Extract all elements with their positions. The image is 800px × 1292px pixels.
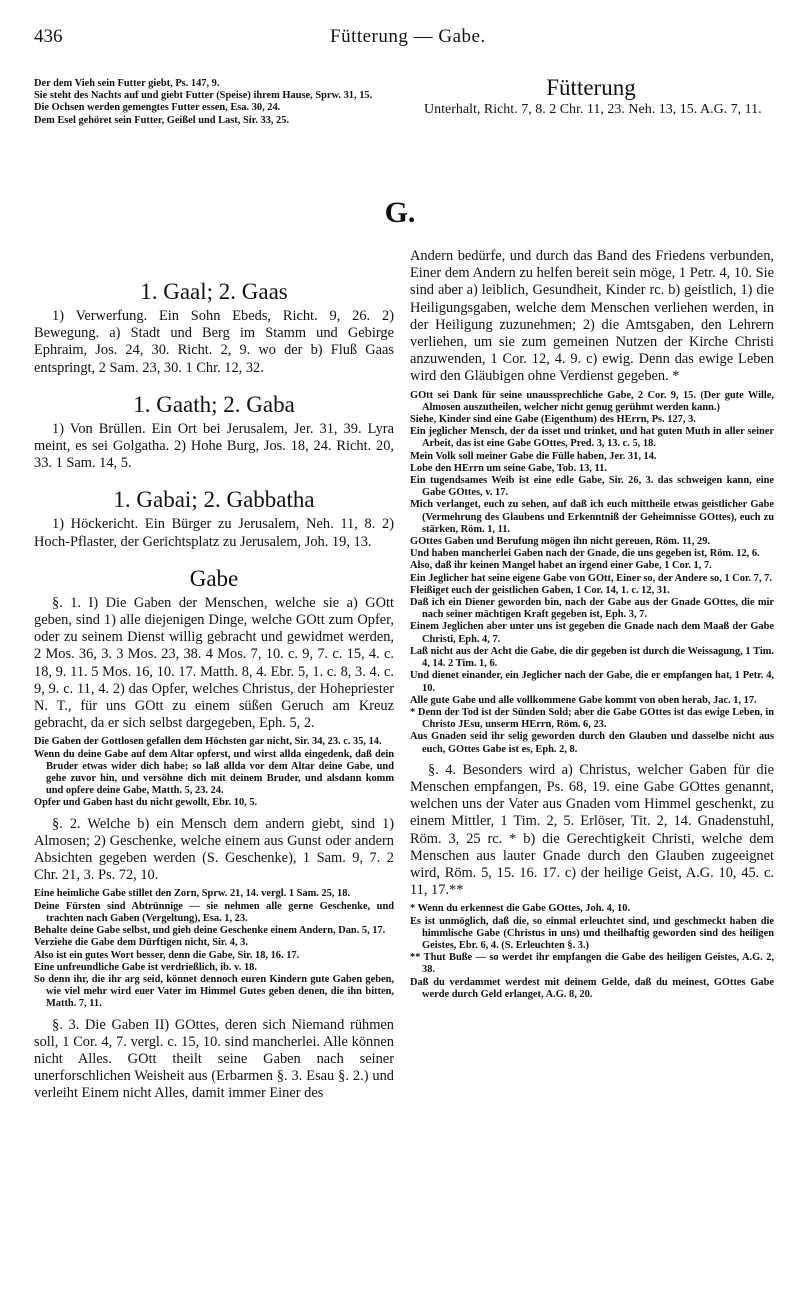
- citation: Daß du verdammet werdest mit deinem Gelde, daß du meinest, GOttes Gabe werde durch Geld erlanget, A.G. 8, 20.: [410, 976, 774, 1000]
- citation: Daß ich ein Diener geworden bin, nach der Gabe aus der Gnade GOttes, die mir nach seiner mächtigen Kraft gegeben ist, Eph. 3, 7.: [410, 597, 774, 621]
- citation: Opfer und Gaben hast du nicht gewollt, Ebr. 10, 5.: [34, 797, 258, 809]
- citation: So denn ihr, die ihr arg seid, könnet dennoch euren Kindern gute Gaben geben, wie viel mehr wird euer Vater im Himmel Gutes geben denen, die ihn bitten, Matth. 7, 11.: [34, 973, 394, 1010]
- page-number: 436: [34, 26, 63, 47]
- section-1-text: §. 1. I) Die Gaben der Menschen, welche sie a) GOtt geben, sind 1) alle diejenigen Dinge, welche GOtt zum Opfer, oder zu seinem Dienst willig gebracht und gewidmet werden, 2 Mos. 36, 3. 3 Mos. 23, 38. 4 Mos. 7, 10. c. 9, 7. c. 15, 4. c. 18, 9. 11. 5 Mos. 16, 10. 17. Matth. 8, 4. Ebr. 5, 1. c. 8, 3. 4. c. 9, 9. c. 11, 4. 2) das Opfer, welches Christus, der Hohepriester N. T., für uns GOtt zu einem süßen Geruch am Kreuz gebracht, da er sich selbst dargegeben, Eph. 5, 2.: [34, 594, 394, 732]
- citation: Verziehe die Gabe dem Dürftigen nicht, Sir. 4, 3.: [34, 937, 248, 949]
- citation: Lobe den HErrn um seine Gabe, Tob. 13, 11.: [410, 462, 607, 474]
- section-3-text: §. 3. Die Gaben II) GOttes, deren sich Niemand rühmen soll, 1 Cor. 4, 7. vergl. c. 15, 10. sind mancherlei. Alle können nicht Alles. GOtt theilt seine Gaben nach seiner unerforschlichen Weisheit aus (Erbarmen §. 3. Esau §. 2.) und verleiht Einem nicht Alles, damit immer Einer des: [34, 1016, 394, 1102]
- entry-text: Unterhalt, Richt. 7, 8. 2 Chr. 11, 23. Neh. 13, 15. A.G. 7, 11.: [424, 102, 762, 117]
- citation: Behalte deine Gabe selbst, und gieb deine Geschenke einem Andern, Dan. 5, 17.: [34, 925, 386, 937]
- citation: Also, daß ihr keinen Mangel habet an irgend einer Gabe, 1 Cor. 1, 7.: [410, 560, 712, 572]
- entry-futterung: [408, 75, 774, 118]
- entry-heading: 1. Gaath; 2. Gaba: [133, 391, 295, 417]
- citation: Die Gaben der Gottlosen gefallen dem Höchsten gar nicht, Sir. 34, 23. c. 35, 14.: [34, 736, 382, 748]
- citation: Und dienet einander, ein Jeglicher nach der Gabe, die er empfangen hat, 1 Petr. 4, 10.: [410, 670, 774, 694]
- entry-text: 1) Verwerfung. Ein Sohn Ebeds, Richt. 9, 26. 2) Bewegung. a) Stadt und Berg im Stamm und Gebirge Ephraim, Jos. 24, 30. Richt. 2, 9. wo der b) Fluß Gaas entspringt, 2 Sam. 23, 30. 1 Chr. 12, 32.: [34, 308, 394, 376]
- citation: * Wenn du erkennest die Gabe GOttes, Joh. 4, 10.: [410, 903, 631, 915]
- citation: GOttes Gaben und Berufung mögen ihn nicht gereuen, Röm. 11, 29.: [410, 536, 711, 548]
- citation: Sie steht des Nachts auf und giebt Futter (Speise) ihrem Hause, Sprw. 31, 15.: [34, 90, 373, 102]
- citation: Es ist unmöglich, daß die, so einmal erleuchtet sind, und geschmeckt haben die himmlische Gabe (Christus in uns) und theilhaftig geworden sind des heiligen Geistes, Ebr. 6, 4. (S. Erleuchten §. 3.): [410, 915, 774, 951]
- citation: Ein Jeglicher hat seine eigene Gabe von GOtt, Einer so, der Andere so, 1 Cor. 7, 7.: [410, 572, 772, 584]
- citation: Die Ochsen werden gemengtes Futter essen, Esa. 30, 24.: [34, 102, 281, 114]
- citation: Siehe, Kinder sind eine Gabe (Eigenthum) des HErrn, Ps. 127, 3.: [410, 414, 696, 426]
- citation: Laß nicht aus der Acht die Gabe, die dir gegeben ist durch die Weissagung, 1 Tim. 4, 14. 2 Tim. 1, 6.: [410, 645, 774, 670]
- citation: Eine heimliche Gabe stillet den Zorn, Sprw. 21, 14. vergl. 1 Sam. 25, 18.: [34, 888, 351, 900]
- entry-text: 1) Höckericht. Ein Bürger zu Jerusalem, Neh. 11, 8. 2) Hoch-Pflaster, der Gerichtsplatz zu Jerusalem, Joh. 19, 13.: [34, 516, 394, 550]
- section-4-text: §. 4. Besonders wird a) Christus, welcher Gaben für die Menschen empfangen, Ps. 68, 19. eine Gabe GOttes genannt, welchen uns der Vater aus Gnaden vom Himmel geschenkt, zu einem Mittler, 1 Tim. 2, 5. Erlöser, Tit. 2, 14. Gnadenstuhl, Röm. 3, 25 rc. * b) die Gerechtigkeit Christi, welche dem Menschen aus lauter Gnade durch den Glauben zugeeignet wird, Röm. 5, 15. 16. 17. c) der heilige Geist, A.G. 10, 45. c. 11, 17.**: [410, 761, 774, 899]
- section-3-continued: Andern bedürfe, und durch das Band des Friedens verbunden, Einer dem Andern zu helfen bereit sein möge, 1 Petr. 4, 10. Sie sind aber a) leiblich, Gesundheit, Kinder rc. b) geistlich, 1) die Heiligungsgaben, welche dem Menschen verliehen werden, in der Heiligung zuzunehmen; 2) die Amtsgaben, den Lehrern verliehen, um sie zum gemeinen Nutzen der Kirche Christi anzuwenden, 1 Cor. 12, 4. 9. c) ewig. Denn das ewige Leben wird den Gläubigen ohne Verdienst gegeben. *: [410, 248, 774, 385]
- top-left-citations: [34, 78, 394, 127]
- citation: Fleißiget euch der geistlichen Gaben, 1 Cor. 14, 1. c. 12, 31.: [410, 584, 670, 596]
- right-column: [410, 248, 774, 1001]
- citation: ** Thut Buße — so werdet ihr empfangen die Gabe des heiligen Geistes, A.G. 2, 38.: [410, 952, 774, 976]
- entry-text: 1) Von Brüllen. Ein Ort bei Jerusalem, Jer. 31, 39. Lyra meint, es sei Golgatha. 2) Hohe Burg, Jos. 18, 24. Richt. 20, 33. 1 Sam. 14, 5.: [34, 420, 394, 472]
- citation: Und haben mancherlei Gaben nach der Gnade, die uns gegeben ist, Röm. 12, 6.: [410, 548, 760, 560]
- citation: Mich verlanget, euch zu sehen, auf daß ich euch mittheile etwas geistlicher Gabe (Vermehrung des Glaubens und Erkenntniß der Geheimnisse GOttes), euch zu stärken, Röm. 1, 11.: [410, 499, 774, 535]
- running-title: Fütterung — Gabe.: [330, 26, 486, 47]
- citation: Dem Esel gehöret sein Futter, Geißel und Last, Sir. 33, 25.: [34, 114, 290, 126]
- citation: Aus Gnaden seid ihr selig geworden durch den Glauben und dasselbe nicht aus euch, GOttes Gabe ist es, Eph. 2, 8.: [410, 731, 774, 755]
- citation: Ein jeglicher Mensch, der da isset und trinket, und hat guten Muth in aller seiner Arbeit, das ist eine Gabe GOttes, Pred. 3, 13. c. 5, 18.: [410, 426, 774, 450]
- citation: Eine unfreundliche Gabe ist verdrießlich, ib. v. 18.: [34, 961, 257, 973]
- entry-heading: Gabe: [189, 565, 239, 591]
- citation: Der dem Vieh sein Futter giebt, Ps. 147, 9.: [34, 78, 220, 89]
- section-letter: G.: [384, 196, 416, 229]
- citation: Ein tugendsames Weib ist eine edle Gabe, Sir. 26, 3. das schweigen kann, eine Gabe GOttes, v. 17.: [410, 475, 774, 499]
- citation: * Denn der Tod ist der Sünden Sold; aber die Gabe GOttes ist das ewige Leben, in Christo JEsu, unserm HErrn, Röm. 6, 23.: [410, 706, 774, 731]
- entry-heading: 1. Gabai; 2. Gabbatha: [113, 487, 315, 513]
- left-column: [34, 252, 394, 1107]
- citation: Alle gute Gabe und alle vollkommene Gabe kommt von oben herab, Jac. 1, 17.: [410, 694, 757, 706]
- entry-heading: Fütterung: [546, 75, 636, 100]
- entry-heading: 1. Gaal; 2. Gaas: [140, 279, 288, 304]
- citation: Deine Fürsten sind Abtrünnige — sie nehmen alle gerne Geschenke, und trachten nach Gaben (Vergeltung), Esa. 1, 23.: [34, 900, 394, 924]
- citation: GOtt sei Dank für seine unaussprechliche Gabe, 2 Cor. 9, 15. (Der gute Wille, Almosen auszutheilen, welcher nicht genug gerühmt werden kann.): [410, 389, 774, 413]
- citation: Also ist ein gutes Wort besser, denn die Gabe, Sir. 18, 16. 17.: [34, 949, 300, 961]
- section-2-text: §. 2. Welche b) ein Mensch dem andern giebt, sind 1) Almosen; 2) Geschenke, welche einem aus Gunst oder andern Absichten gegeben werden (S. Geschenke), 1 Sam. 9, 7. 2 Chr. 21, 3. Ps. 72, 10.: [34, 815, 394, 884]
- citation: Wenn du deine Gabe auf dem Altar opferst, und wirst allda eingedenk, daß dein Bruder etwas wider dich habe; so laß allda vor dem Altar deine Gabe, und gehe zuvor hin, und versöhne dich mit deinem Bruder, und alsdann komm und opfere deine Gabe, Matth. 5, 23. 24.: [34, 748, 394, 797]
- citation: Einem Jeglichen aber unter uns ist gegeben die Gnade nach dem Maaß der Gabe Christi, Eph. 4, 7.: [410, 621, 774, 645]
- citation: Mein Volk soll meiner Gabe die Fülle haben, Jer. 31, 14.: [410, 450, 657, 462]
